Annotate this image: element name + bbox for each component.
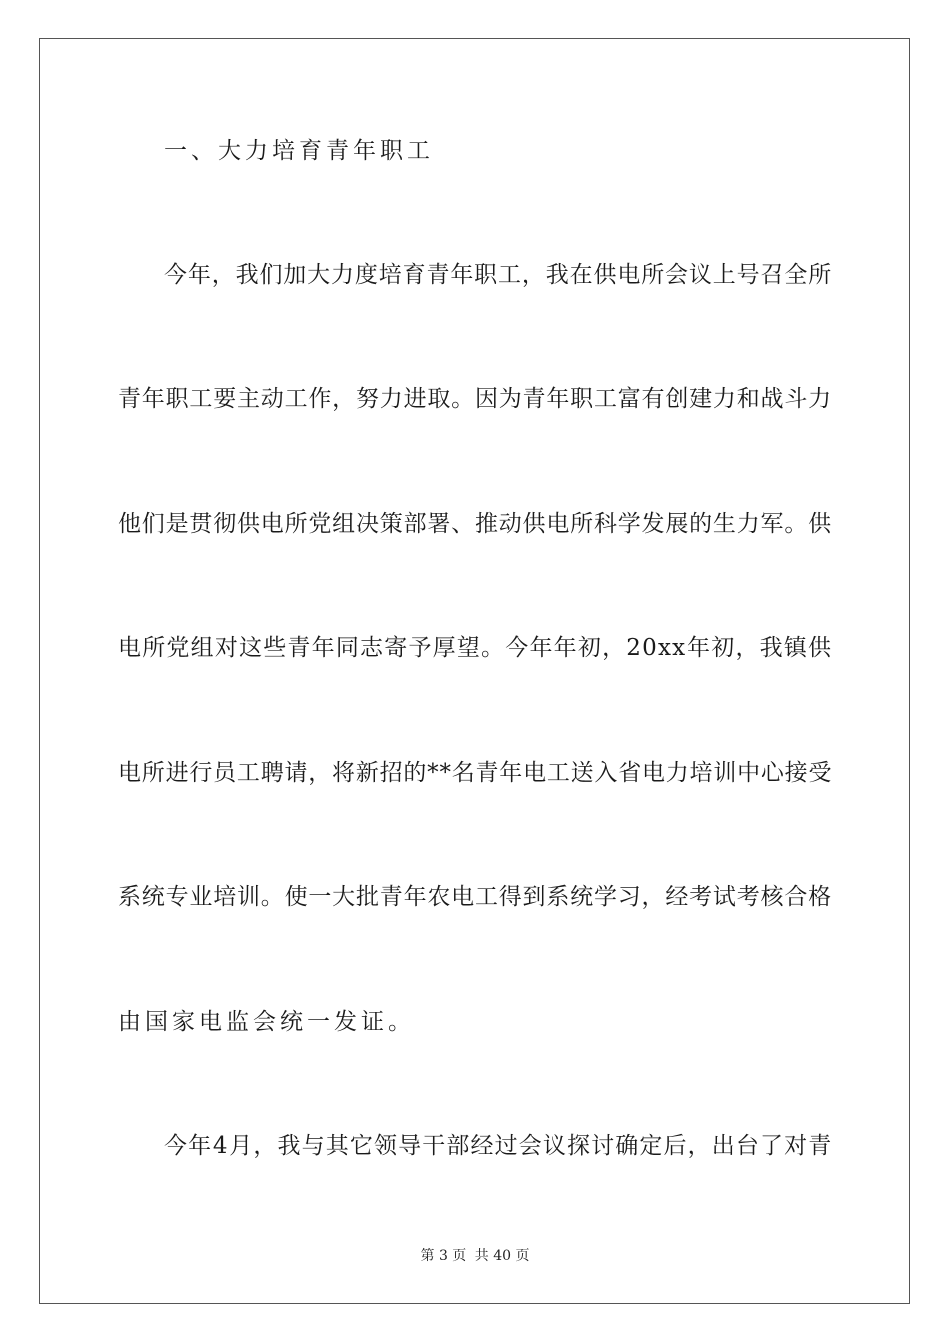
paragraph-1-line-2: 青 年 职 工 要 主 动 工 作 ， 努 力 进 取 。 因 为 青 年 职 工 富 有 创 建 力 和 战 斗 力 [118, 386, 832, 412]
paragraph-1-line-6: 系 统 专 业 培 训 。 使 一 大 批 青 年 农 电 工 得 到 系 统 学 习 ， 经 考 试 考 核 合 格 [118, 884, 832, 910]
paragraph-1-line-7: 由国家电监会统一发证。 [118, 1009, 415, 1035]
paragraph-2-line-1: 今 年 4 月 ， 我 与 其 它 领 导 干 部 经 过 会 议 探 讨 确 定 后 ， 出 台 了 对 青 [164, 1133, 832, 1159]
paragraph-1-line-3: 他 们 是 贯 彻 供 电 所 党 组 决 策 部 署 、 推 动 供 电 所 科 学 发 展 的 生 力 军 。 供 [118, 511, 832, 537]
page-total: 共 40 页 [474, 1248, 530, 1264]
paragraph-1-line-4: 电 所 党 组 对 这 些 青 年 同 志 寄 予 厚 望 。 今 年 年 初 ， 2 0 x x 年 初 ， 我 镇 供 [118, 635, 832, 661]
section-heading: 一、大力培育青年职工 [164, 138, 434, 164]
paragraph-1-line-5: 电 所 进 行 员 工 聘 请 ， 将 新 招 的 * * 名 青 年 电 工 送 入 省 电 力 培 训 中 心 接 受 [118, 760, 832, 786]
page-border [39, 38, 910, 1304]
page-number: 第 3 页 [420, 1248, 467, 1264]
paragraph-1-line-1: 今 年 ， 我 们 加 大 力 度 培 育 青 年 职 工 ， 我 在 供 电 所 会 议 上 号 召 全 所 [164, 262, 832, 288]
page-footer [0, 1246, 950, 1266]
